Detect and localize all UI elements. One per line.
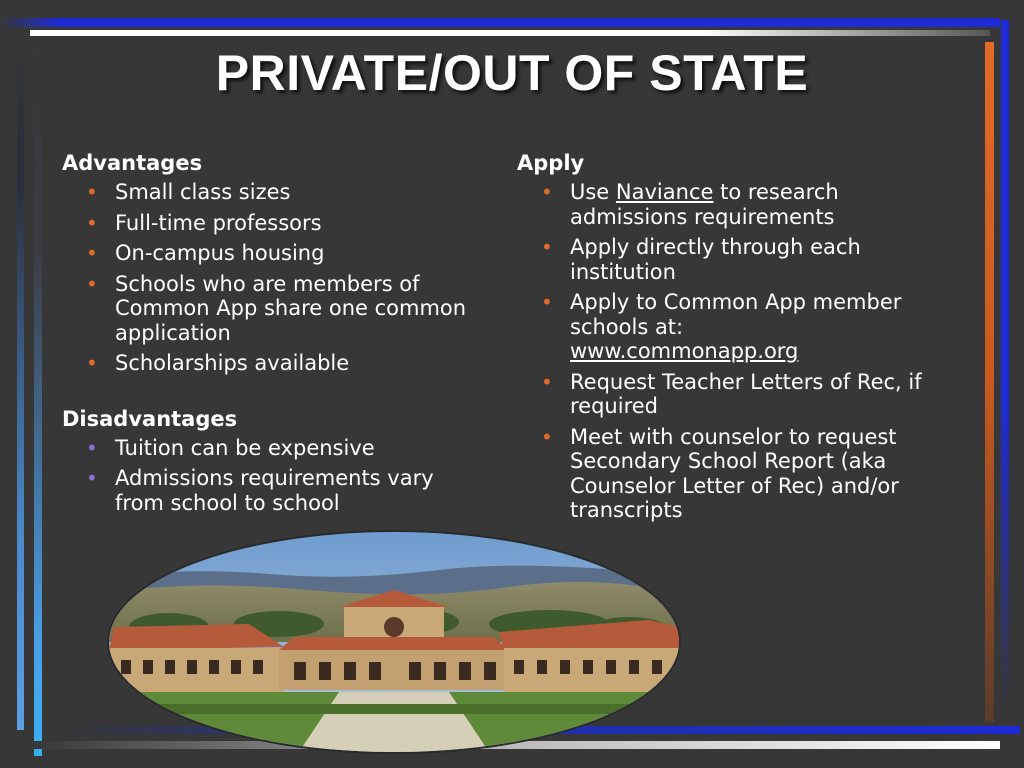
bullet-icon: • — [86, 241, 98, 265]
list-item: • On-campus housing — [86, 241, 325, 265]
right-orange-rule — [985, 42, 994, 722]
list-item: • Apply directly through each institution — [541, 235, 861, 284]
apply-heading: Apply — [517, 151, 585, 175]
bullet-icon: • — [541, 235, 553, 259]
bullet-icon: • — [86, 351, 98, 375]
bullet-icon: • — [541, 180, 553, 204]
naviance-link[interactable]: Naviance — [615, 180, 714, 204]
list-item: • Admissions requirements vary from school to school — [86, 466, 434, 515]
left-white-rule — [34, 38, 42, 756]
top-blue-rule — [0, 18, 1000, 27]
advantages-heading: Advantages — [62, 151, 203, 175]
list-item: • Meet with counselor to request Secondary School Report (aka Counselor Letter of Rec) and/or transcripts — [541, 424, 899, 522]
campus-photo — [107, 530, 681, 754]
list-item: • Use Naviance to research admissions requirements — [541, 180, 839, 229]
list-item: • Request Teacher Letters of Rec, if required — [541, 369, 922, 418]
apply-list — [517, 180, 937, 523]
right-blue-rule — [1001, 20, 1009, 710]
list-item: • Scholarships available — [86, 351, 350, 375]
disadvantages-list — [62, 436, 482, 516]
bullet-icon: • — [541, 424, 553, 449]
list-item: • Small class sizes — [86, 180, 291, 204]
list-item: • Apply to Common App member schools at: www.commonapp.org — [541, 290, 902, 363]
bullet-icon: • — [86, 210, 98, 235]
right-column — [517, 150, 937, 529]
list-item: • Full-time professors — [86, 210, 322, 235]
disadvantages-heading: Disadvantages — [62, 406, 238, 431]
bullet-icon: • — [86, 180, 98, 204]
bullet-icon: • — [541, 369, 553, 394]
bullet-icon: • — [541, 290, 553, 314]
bullet-icon: • — [86, 435, 98, 460]
bullet-icon: • — [86, 466, 98, 490]
left-column — [62, 150, 482, 521]
list-item: • Schools who are members of Common App share one common application — [86, 271, 467, 345]
slide-title: PRIVATE/OUT OF STATE — [215, 45, 809, 101]
list-item: • Tuition can be expensive — [86, 435, 375, 460]
bullet-icon: • — [86, 271, 98, 296]
advantages-list — [62, 180, 482, 376]
left-blue-rule — [17, 40, 24, 730]
top-white-rule — [30, 30, 990, 36]
commonapp-link[interactable]: www.commonapp.org — [570, 339, 799, 363]
